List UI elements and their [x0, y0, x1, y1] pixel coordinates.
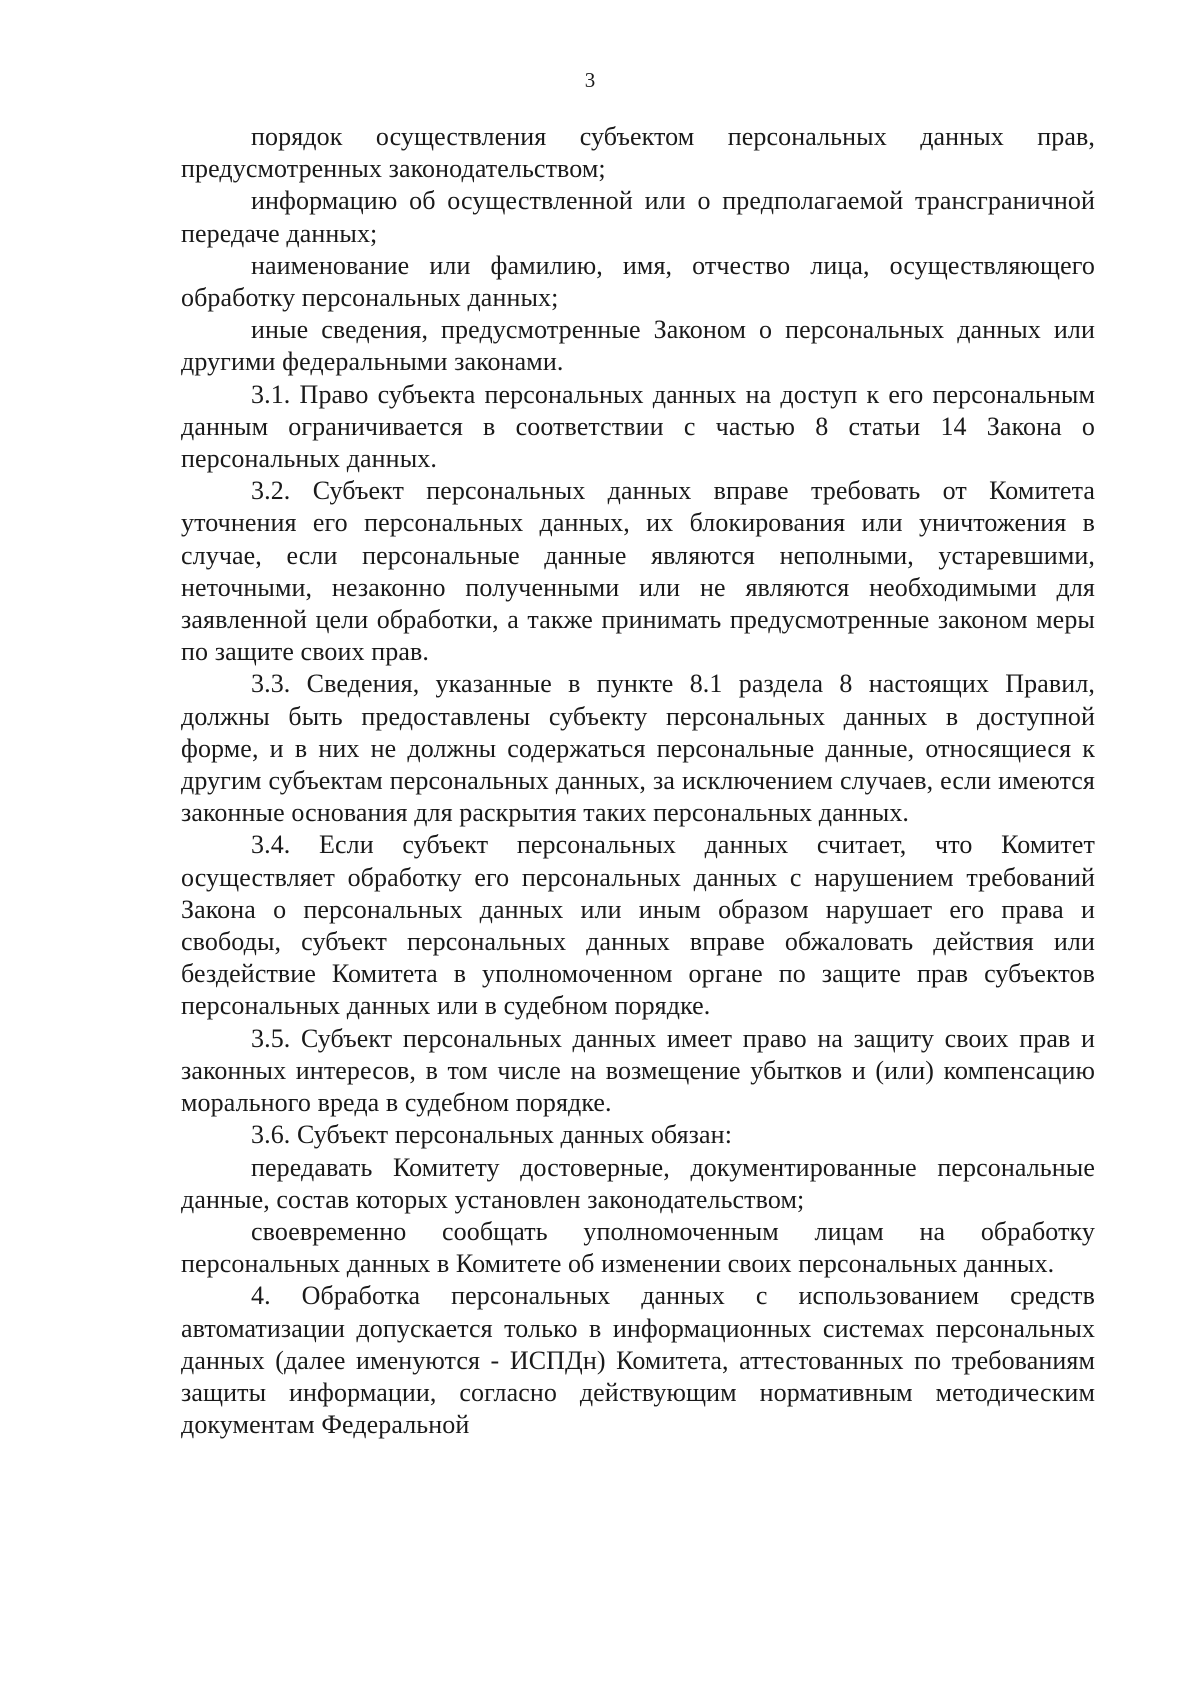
paragraph: 3.4. Если субъект персональных данных считает, что Комитет осуществляет обработку его персональных данных с нарушением требований Закона о персональных данных или иным образом нарушает его права и свободы, субъект персональных данных вправе обжаловать действия или бездействие Комитета в уполномоченном органе по защите прав субъектов персональных данных или в судебном порядке.	[181, 830, 1095, 1021]
paragraph: порядок осуществления субъектом персональных данных прав, предусмотренных законодательством;	[181, 122, 1095, 184]
paragraph: 3.3. Сведения, указанные в пункте 8.1 раздела 8 настоящих Правил, должны быть предоставлены субъекту персональных данных в доступной форме, и в них не должны содержаться персональные данные, относящиеся к другим субъектам персональных данных, за исключением случаев, если имеются законные основания для раскрытия таких персональных данных.	[181, 669, 1095, 828]
paragraph: 3.2. Субъект персональных данных вправе требовать от Комитета уточнения его персональных данных, их блокирования или уничтожения в случае, если персональные данные являются неполными, устаревшими, неточными, незаконно полученными или не являются необходимыми для заявленной цели обработки, а также принимать предусмотренные законом меры по защите своих прав.	[181, 476, 1095, 667]
paragraph: информацию об осуществленной или о предполагаемой трансграничной передаче данных;	[181, 186, 1095, 248]
paragraph: 3.5. Субъект персональных данных имеет право на защиту своих прав и законных интересов, в том числе на возмещение убытков и (или) компенсацию морального вреда в судебном порядке.	[181, 1023, 1095, 1118]
document-body	[181, 121, 1095, 1441]
paragraph: наименование или фамилию, имя, отчество лица, осуществляющего обработку персональных данных;	[181, 250, 1095, 313]
paragraph: передавать Комитету достоверные, документированные персональные данные, состав которых установлен законодательством;	[181, 1152, 1095, 1214]
paragraph: иные сведения, предусмотренные Законом о персональных данных или другими федеральными законами.	[181, 315, 1095, 377]
paragraph: 3.1. Право субъекта персональных данных на доступ к его персональным данным ограничивается в соответствии с частью 8 статьи 14 Закона о персональных данных.	[181, 379, 1095, 474]
paragraph: своевременно сообщать уполномоченным лицам на обработку персональных данных в Комитете об изменении своих персональных данных.	[181, 1216, 1095, 1279]
page-number: 3	[584, 68, 596, 92]
paragraph: 3.6. Субъект персональных данных обязан:	[251, 1120, 733, 1150]
paragraph: 4. Обработка персональных данных с использованием средств автоматизации допускается только в информационных системах персональных данных (далее именуются - ИСПДн) Комитета, аттестованных по требованиям защиты информации, согласно действующим нормативным методическим документам Федеральной	[181, 1281, 1095, 1440]
